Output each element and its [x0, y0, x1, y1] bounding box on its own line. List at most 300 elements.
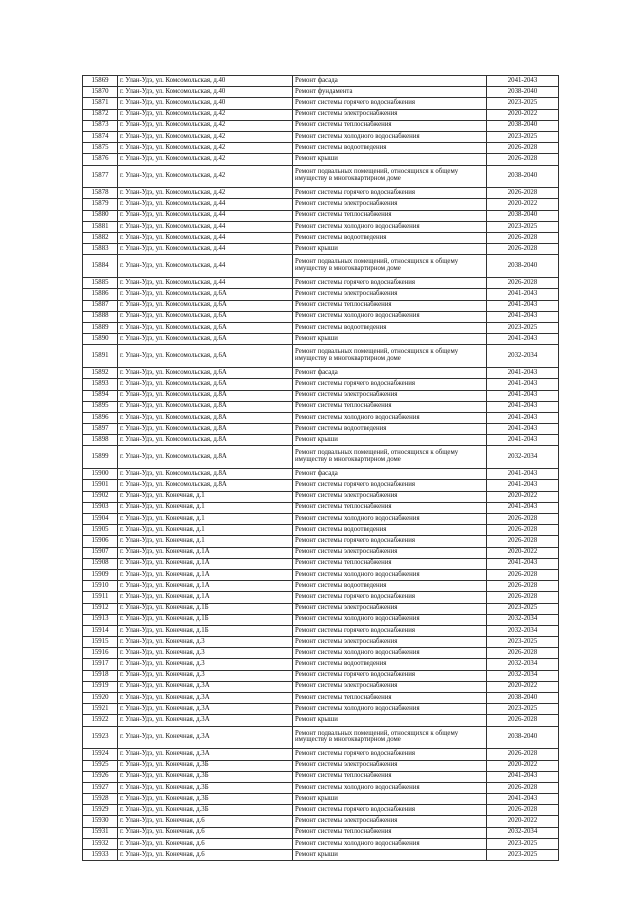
work-type-cell: Ремонт системы теплоснабжения: [293, 827, 487, 838]
table-row: [83, 379, 559, 390]
work-type-cell: Ремонт фасада: [293, 469, 487, 480]
table-row: [83, 760, 559, 771]
period-cell: 2032-2034: [487, 670, 559, 681]
row-number-cell: 15902: [83, 491, 118, 502]
row-number-cell: 15930: [83, 816, 118, 827]
row-number-cell: 15926: [83, 771, 118, 782]
work-type-cell: Ремонт системы холодного водоснабжения: [293, 782, 487, 793]
work-type-cell: Ремонт фасада: [293, 368, 487, 379]
table-row: [83, 502, 559, 513]
table-row: [83, 345, 559, 368]
row-number-cell: 15882: [83, 233, 118, 244]
period-cell: 2026-2028: [487, 514, 559, 525]
row-number-cell: 15890: [83, 334, 118, 345]
table-row: [83, 278, 559, 289]
period-cell: 2041-2043: [487, 412, 559, 423]
row-number-cell: 15891: [83, 345, 118, 368]
address-cell: г. Улан-Удэ, ул. Конечная, д.3А: [118, 726, 293, 749]
period-cell: 2026-2028: [487, 244, 559, 255]
period-cell: 2023-2025: [487, 838, 559, 849]
address-cell: г. Улан-Удэ, ул. Конечная, д.3Б: [118, 760, 293, 771]
work-type-cell: Ремонт системы холодного водоснабжения: [293, 221, 487, 232]
work-type-cell: Ремонт крыши: [293, 715, 487, 726]
work-type-cell: Ремонт подвальных помещений, относящихся к общему имуществу в многоквартирном доме: [293, 446, 487, 469]
address-cell: г. Улан-Удэ, ул. Конечная, д.3Б: [118, 771, 293, 782]
address-cell: г. Улан-Удэ, ул. Комсомольская, д.44: [118, 233, 293, 244]
table-row: [83, 525, 559, 536]
address-cell: г. Улан-Удэ, ул. Конечная, д.3А: [118, 693, 293, 704]
address-cell: г. Улан-Удэ, ул. Конечная, д.3А: [118, 704, 293, 715]
table-row: [83, 581, 559, 592]
address-cell: г. Улан-Удэ, ул. Конечная, д.1: [118, 502, 293, 513]
table-row: [83, 749, 559, 760]
table-row: [83, 569, 559, 580]
address-cell: г. Улан-Удэ, ул. Конечная, д.3: [118, 648, 293, 659]
row-number-cell: 15908: [83, 558, 118, 569]
table-row: [83, 87, 559, 98]
period-cell: 2026-2028: [487, 536, 559, 547]
address-cell: г. Улан-Удэ, ул. Конечная, д.3Б: [118, 794, 293, 805]
work-type-cell: Ремонт системы теплоснабжения: [293, 502, 487, 513]
work-type-cell: Ремонт крыши: [293, 435, 487, 446]
table-row: [83, 244, 559, 255]
work-type-cell: Ремонт системы горячего водоснабжения: [293, 480, 487, 491]
table-row: [83, 726, 559, 749]
period-cell: 2038-2040: [487, 693, 559, 704]
work-type-cell: Ремонт системы водоотведения: [293, 525, 487, 536]
period-cell: 2038-2040: [487, 120, 559, 131]
row-number-cell: 15907: [83, 547, 118, 558]
period-cell: 2020-2022: [487, 760, 559, 771]
period-cell: 2038-2040: [487, 87, 559, 98]
row-number-cell: 15909: [83, 569, 118, 580]
period-cell: 2041-2043: [487, 311, 559, 322]
table-row: [83, 805, 559, 816]
work-type-cell: Ремонт системы электроснабжения: [293, 199, 487, 210]
period-cell: 2026-2028: [487, 715, 559, 726]
work-type-cell: Ремонт крыши: [293, 154, 487, 165]
work-type-cell: Ремонт системы электроснабжения: [293, 390, 487, 401]
address-cell: г. Улан-Удэ, ул. Конечная, д.1А: [118, 558, 293, 569]
table-row: [83, 558, 559, 569]
address-cell: г. Улан-Удэ, ул. Комсомольская, д.44: [118, 221, 293, 232]
period-cell: 2026-2028: [487, 592, 559, 603]
table-row: [83, 816, 559, 827]
row-number-cell: 15870: [83, 87, 118, 98]
period-cell: 2041-2043: [487, 401, 559, 412]
period-cell: 2041-2043: [487, 558, 559, 569]
table-row: [83, 514, 559, 525]
table-row: [83, 255, 559, 278]
period-cell: 2041-2043: [487, 390, 559, 401]
row-number-cell: 15900: [83, 469, 118, 480]
period-cell: 2026-2028: [487, 278, 559, 289]
table-row: [83, 614, 559, 625]
period-cell: 2026-2028: [487, 782, 559, 793]
table-row: [83, 681, 559, 692]
row-number-cell: 15889: [83, 322, 118, 333]
row-number-cell: 15931: [83, 827, 118, 838]
row-number-cell: 15873: [83, 120, 118, 131]
period-cell: 2041-2043: [487, 435, 559, 446]
table-row: [83, 221, 559, 232]
table-row: [83, 154, 559, 165]
work-type-cell: Ремонт системы электроснабжения: [293, 547, 487, 558]
address-cell: г. Улан-Удэ, ул. Конечная, д.3Б: [118, 805, 293, 816]
row-number-cell: 15922: [83, 715, 118, 726]
period-cell: 2023-2025: [487, 850, 559, 861]
address-cell: г. Улан-Удэ, ул. Комсомольская, д.42: [118, 165, 293, 188]
work-type-cell: Ремонт крыши: [293, 850, 487, 861]
address-cell: г. Улан-Удэ, ул. Комсомольская, д.6А: [118, 379, 293, 390]
period-cell: 2041-2043: [487, 368, 559, 379]
table-row: [83, 131, 559, 142]
table-row: [83, 199, 559, 210]
repair-schedule-table: [82, 75, 559, 861]
address-cell: г. Улан-Удэ, ул. Конечная, д.1: [118, 536, 293, 547]
table-row: [83, 334, 559, 345]
work-type-cell: Ремонт системы холодного водоснабжения: [293, 704, 487, 715]
address-cell: г. Улан-Удэ, ул. Конечная, д.1Б: [118, 614, 293, 625]
period-cell: 2041-2043: [487, 334, 559, 345]
row-number-cell: 15874: [83, 131, 118, 142]
row-number-cell: 15921: [83, 704, 118, 715]
row-number-cell: 15881: [83, 221, 118, 232]
period-cell: 2041-2043: [487, 771, 559, 782]
row-number-cell: 15884: [83, 255, 118, 278]
work-type-cell: Ремонт системы теплоснабжения: [293, 210, 487, 221]
period-cell: 2032-2034: [487, 614, 559, 625]
address-cell: г. Улан-Удэ, ул. Конечная, д.1А: [118, 547, 293, 558]
address-cell: г. Улан-Удэ, ул. Конечная, д.6: [118, 838, 293, 849]
table-row: [83, 480, 559, 491]
row-number-cell: 15871: [83, 98, 118, 109]
table-row: [83, 143, 559, 154]
period-cell: 2041-2043: [487, 76, 559, 87]
work-type-cell: Ремонт системы горячего водоснабжения: [293, 670, 487, 681]
address-cell: г. Улан-Удэ, ул. Конечная, д.3А: [118, 715, 293, 726]
work-type-cell: Ремонт фундамента: [293, 87, 487, 98]
period-cell: 2026-2028: [487, 233, 559, 244]
row-number-cell: 15933: [83, 850, 118, 861]
work-type-cell: Ремонт подвальных помещений, относящихся к общему имуществу в многоквартирном доме: [293, 165, 487, 188]
row-number-cell: 15880: [83, 210, 118, 221]
work-type-cell: Ремонт системы электроснабжения: [293, 816, 487, 827]
address-cell: г. Улан-Удэ, ул. Конечная, д.1Б: [118, 625, 293, 636]
period-cell: 2026-2028: [487, 143, 559, 154]
row-number-cell: 15877: [83, 165, 118, 188]
work-type-cell: Ремонт крыши: [293, 334, 487, 345]
work-type-cell: Ремонт системы теплоснабжения: [293, 771, 487, 782]
address-cell: г. Улан-Удэ, ул. Комсомольская, д.6А: [118, 334, 293, 345]
address-cell: г. Улан-Удэ, ул. Комсомольская, д.8А: [118, 424, 293, 435]
work-type-cell: Ремонт системы водоотведения: [293, 322, 487, 333]
work-type-cell: Ремонт системы электроснабжения: [293, 289, 487, 300]
table-row: [83, 98, 559, 109]
work-type-cell: Ремонт системы холодного водоснабжения: [293, 614, 487, 625]
row-number-cell: 15927: [83, 782, 118, 793]
row-number-cell: 15875: [83, 143, 118, 154]
address-cell: г. Улан-Удэ, ул. Конечная, д.3А: [118, 749, 293, 760]
period-cell: 2041-2043: [487, 379, 559, 390]
address-cell: г. Улан-Удэ, ул. Конечная, д.3Б: [118, 782, 293, 793]
table-row: [83, 693, 559, 704]
period-cell: 2032-2034: [487, 625, 559, 636]
period-cell: 2032-2034: [487, 827, 559, 838]
work-type-cell: Ремонт фасада: [293, 76, 487, 87]
row-number-cell: 15929: [83, 805, 118, 816]
table-row: [83, 368, 559, 379]
address-cell: г. Улан-Удэ, ул. Комсомольская, д.42: [118, 109, 293, 120]
table-body: [83, 76, 559, 861]
row-number-cell: 15924: [83, 749, 118, 760]
row-number-cell: 15883: [83, 244, 118, 255]
row-number-cell: 15892: [83, 368, 118, 379]
work-type-cell: Ремонт системы теплоснабжения: [293, 401, 487, 412]
work-type-cell: Ремонт системы холодного водоснабжения: [293, 311, 487, 322]
address-cell: г. Улан-Удэ, ул. Конечная, д.3: [118, 659, 293, 670]
address-cell: г. Улан-Удэ, ул. Комсомольская, д.42: [118, 143, 293, 154]
period-cell: 2038-2040: [487, 255, 559, 278]
work-type-cell: Ремонт системы горячего водоснабжения: [293, 749, 487, 760]
row-number-cell: 15888: [83, 311, 118, 322]
address-cell: г. Улан-Удэ, ул. Конечная, д.6: [118, 816, 293, 827]
table-row: [83, 390, 559, 401]
address-cell: г. Улан-Удэ, ул. Комсомольская, д.40: [118, 98, 293, 109]
period-cell: 2038-2040: [487, 165, 559, 188]
row-number-cell: 15923: [83, 726, 118, 749]
address-cell: г. Улан-Удэ, ул. Конечная, д.3А: [118, 681, 293, 692]
address-cell: г. Улан-Удэ, ул. Комсомольская, д.44: [118, 255, 293, 278]
table-row: [83, 592, 559, 603]
row-number-cell: 15919: [83, 681, 118, 692]
period-cell: 2041-2043: [487, 502, 559, 513]
address-cell: г. Улан-Удэ, ул. Комсомольская, д.40: [118, 76, 293, 87]
table-row: [83, 771, 559, 782]
period-cell: 2026-2028: [487, 805, 559, 816]
address-cell: г. Улан-Удэ, ул. Конечная, д.1: [118, 525, 293, 536]
work-type-cell: Ремонт системы водоотведения: [293, 659, 487, 670]
period-cell: 2026-2028: [487, 525, 559, 536]
work-type-cell: Ремонт системы горячего водоснабжения: [293, 625, 487, 636]
table-row: [83, 715, 559, 726]
address-cell: г. Улан-Удэ, ул. Комсомольская, д.6А: [118, 289, 293, 300]
address-cell: г. Улан-Удэ, ул. Комсомольская, д.8А: [118, 401, 293, 412]
address-cell: г. Улан-Удэ, ул. Комсомольская, д.6А: [118, 345, 293, 368]
row-number-cell: 15925: [83, 760, 118, 771]
period-cell: 2041-2043: [487, 794, 559, 805]
table-row: [83, 424, 559, 435]
work-type-cell: Ремонт системы холодного водоснабжения: [293, 838, 487, 849]
work-type-cell: Ремонт системы холодного водоснабжения: [293, 514, 487, 525]
work-type-cell: Ремонт системы электроснабжения: [293, 603, 487, 614]
address-cell: г. Улан-Удэ, ул. Конечная, д.3: [118, 637, 293, 648]
row-number-cell: 15916: [83, 648, 118, 659]
period-cell: 2020-2022: [487, 816, 559, 827]
address-cell: г. Улан-Удэ, ул. Комсомольская, д.8А: [118, 390, 293, 401]
row-number-cell: 15903: [83, 502, 118, 513]
address-cell: г. Улан-Удэ, ул. Конечная, д.3: [118, 670, 293, 681]
period-cell: 2032-2034: [487, 345, 559, 368]
address-cell: г. Улан-Удэ, ул. Комсомольская, д.8А: [118, 435, 293, 446]
table-row: [83, 322, 559, 333]
work-type-cell: Ремонт системы холодного водоснабжения: [293, 648, 487, 659]
address-cell: г. Улан-Удэ, ул. Комсомольская, д.8А: [118, 412, 293, 423]
row-number-cell: 15893: [83, 379, 118, 390]
table-row: [83, 704, 559, 715]
row-number-cell: 15869: [83, 76, 118, 87]
table-row: [83, 300, 559, 311]
table-row: [83, 491, 559, 502]
period-cell: 2041-2043: [487, 424, 559, 435]
table-row: [83, 603, 559, 614]
address-cell: г. Улан-Удэ, ул. Комсомольская, д.44: [118, 210, 293, 221]
table-row: [83, 648, 559, 659]
address-cell: г. Улан-Удэ, ул. Комсомольская, д.6А: [118, 368, 293, 379]
row-number-cell: 15911: [83, 592, 118, 603]
period-cell: 2026-2028: [487, 749, 559, 760]
address-cell: г. Улан-Удэ, ул. Конечная, д.1А: [118, 569, 293, 580]
work-type-cell: Ремонт системы водоотведения: [293, 424, 487, 435]
row-number-cell: 15879: [83, 199, 118, 210]
address-cell: г. Улан-Удэ, ул. Конечная, д.6: [118, 850, 293, 861]
table-row: [83, 165, 559, 188]
address-cell: г. Улан-Удэ, ул. Комсомольская, д.8А: [118, 480, 293, 491]
work-type-cell: Ремонт системы горячего водоснабжения: [293, 536, 487, 547]
table-row: [83, 76, 559, 87]
table-row: [83, 120, 559, 131]
period-cell: 2026-2028: [487, 188, 559, 199]
table-row: [83, 659, 559, 670]
table-row: [83, 547, 559, 558]
address-cell: г. Улан-Удэ, ул. Комсомольская, д.44: [118, 278, 293, 289]
period-cell: 2023-2025: [487, 221, 559, 232]
address-cell: г. Улан-Удэ, ул. Конечная, д.1А: [118, 581, 293, 592]
address-cell: г. Улан-Удэ, ул. Комсомольская, д.6А: [118, 322, 293, 333]
work-type-cell: Ремонт крыши: [293, 244, 487, 255]
work-type-cell: Ремонт системы электроснабжения: [293, 109, 487, 120]
period-cell: 2026-2028: [487, 154, 559, 165]
table-row: [83, 625, 559, 636]
row-number-cell: 15914: [83, 625, 118, 636]
row-number-cell: 15897: [83, 424, 118, 435]
work-type-cell: Ремонт системы водоотведения: [293, 143, 487, 154]
work-type-cell: Ремонт системы электроснабжения: [293, 637, 487, 648]
period-cell: 2023-2025: [487, 322, 559, 333]
work-type-cell: Ремонт системы электроснабжения: [293, 681, 487, 692]
period-cell: 2020-2022: [487, 109, 559, 120]
period-cell: 2020-2022: [487, 491, 559, 502]
period-cell: 2020-2022: [487, 547, 559, 558]
period-cell: 2023-2025: [487, 704, 559, 715]
work-type-cell: Ремонт системы холодного водоснабжения: [293, 412, 487, 423]
row-number-cell: 15894: [83, 390, 118, 401]
work-type-cell: Ремонт системы холодного водоснабжения: [293, 131, 487, 142]
address-cell: г. Улан-Удэ, ул. Комсомольская, д.42: [118, 131, 293, 142]
address-cell: г. Улан-Удэ, ул. Комсомольская, д.44: [118, 244, 293, 255]
row-number-cell: 15906: [83, 536, 118, 547]
address-cell: г. Улан-Удэ, ул. Конечная, д.1: [118, 491, 293, 502]
table-row: [83, 109, 559, 120]
work-type-cell: Ремонт системы электроснабжения: [293, 491, 487, 502]
table-row: [83, 435, 559, 446]
address-cell: г. Улан-Удэ, ул. Конечная, д.1Б: [118, 603, 293, 614]
work-type-cell: Ремонт системы теплоснабжения: [293, 693, 487, 704]
work-type-cell: Ремонт системы горячего водоснабжения: [293, 592, 487, 603]
work-type-cell: Ремонт системы горячего водоснабжения: [293, 278, 487, 289]
period-cell: 2026-2028: [487, 569, 559, 580]
work-type-cell: Ремонт системы теплоснабжения: [293, 300, 487, 311]
period-cell: 2041-2043: [487, 480, 559, 491]
address-cell: г. Улан-Удэ, ул. Комсомольская, д.42: [118, 188, 293, 199]
table-row: [83, 188, 559, 199]
row-number-cell: 15928: [83, 794, 118, 805]
work-type-cell: Ремонт системы электроснабжения: [293, 760, 487, 771]
work-type-cell: Ремонт крыши: [293, 794, 487, 805]
address-cell: г. Улан-Удэ, ул. Комсомольская, д.6А: [118, 311, 293, 322]
row-number-cell: 15905: [83, 525, 118, 536]
row-number-cell: 15917: [83, 659, 118, 670]
address-cell: г. Улан-Удэ, ул. Комсомольская, д.44: [118, 199, 293, 210]
work-type-cell: Ремонт системы горячего водоснабжения: [293, 379, 487, 390]
work-type-cell: Ремонт системы теплоснабжения: [293, 120, 487, 131]
address-cell: г. Улан-Удэ, ул. Комсомольская, д.8А: [118, 469, 293, 480]
work-type-cell: Ремонт системы горячего водоснабжения: [293, 188, 487, 199]
period-cell: 2041-2043: [487, 469, 559, 480]
table-row: [83, 233, 559, 244]
work-type-cell: Ремонт системы водоотведения: [293, 233, 487, 244]
row-number-cell: 15878: [83, 188, 118, 199]
row-number-cell: 15910: [83, 581, 118, 592]
table-row: [83, 670, 559, 681]
work-type-cell: Ремонт системы горячего водоснабжения: [293, 805, 487, 816]
address-cell: г. Улан-Удэ, ул. Комсомольская, д.42: [118, 154, 293, 165]
period-cell: 2020-2022: [487, 681, 559, 692]
period-cell: 2020-2022: [487, 199, 559, 210]
period-cell: 2041-2043: [487, 289, 559, 300]
work-type-cell: Ремонт системы водоотведения: [293, 581, 487, 592]
address-cell: г. Улан-Удэ, ул. Комсомольская, д.40: [118, 87, 293, 98]
row-number-cell: 15876: [83, 154, 118, 165]
table-row: [83, 210, 559, 221]
table-row: [83, 637, 559, 648]
row-number-cell: 15899: [83, 446, 118, 469]
row-number-cell: 15932: [83, 838, 118, 849]
row-number-cell: 15886: [83, 289, 118, 300]
row-number-cell: 15872: [83, 109, 118, 120]
work-type-cell: Ремонт подвальных помещений, относящихся к общему имуществу в многоквартирном доме: [293, 726, 487, 749]
address-cell: г. Улан-Удэ, ул. Комсомольская, д.42: [118, 120, 293, 131]
table-row: [83, 850, 559, 861]
table-row: [83, 794, 559, 805]
row-number-cell: 15918: [83, 670, 118, 681]
table-row: [83, 412, 559, 423]
row-number-cell: 15898: [83, 435, 118, 446]
address-cell: г. Улан-Удэ, ул. Конечная, д.6: [118, 827, 293, 838]
table-row: [83, 401, 559, 412]
period-cell: 2032-2034: [487, 446, 559, 469]
period-cell: 2023-2025: [487, 603, 559, 614]
row-number-cell: 15904: [83, 514, 118, 525]
address-cell: г. Улан-Удэ, ул. Конечная, д.1: [118, 514, 293, 525]
table-row: [83, 838, 559, 849]
table-row: [83, 469, 559, 480]
row-number-cell: 15895: [83, 401, 118, 412]
row-number-cell: 15913: [83, 614, 118, 625]
period-cell: 2038-2040: [487, 726, 559, 749]
table-row: [83, 311, 559, 322]
row-number-cell: 15901: [83, 480, 118, 491]
